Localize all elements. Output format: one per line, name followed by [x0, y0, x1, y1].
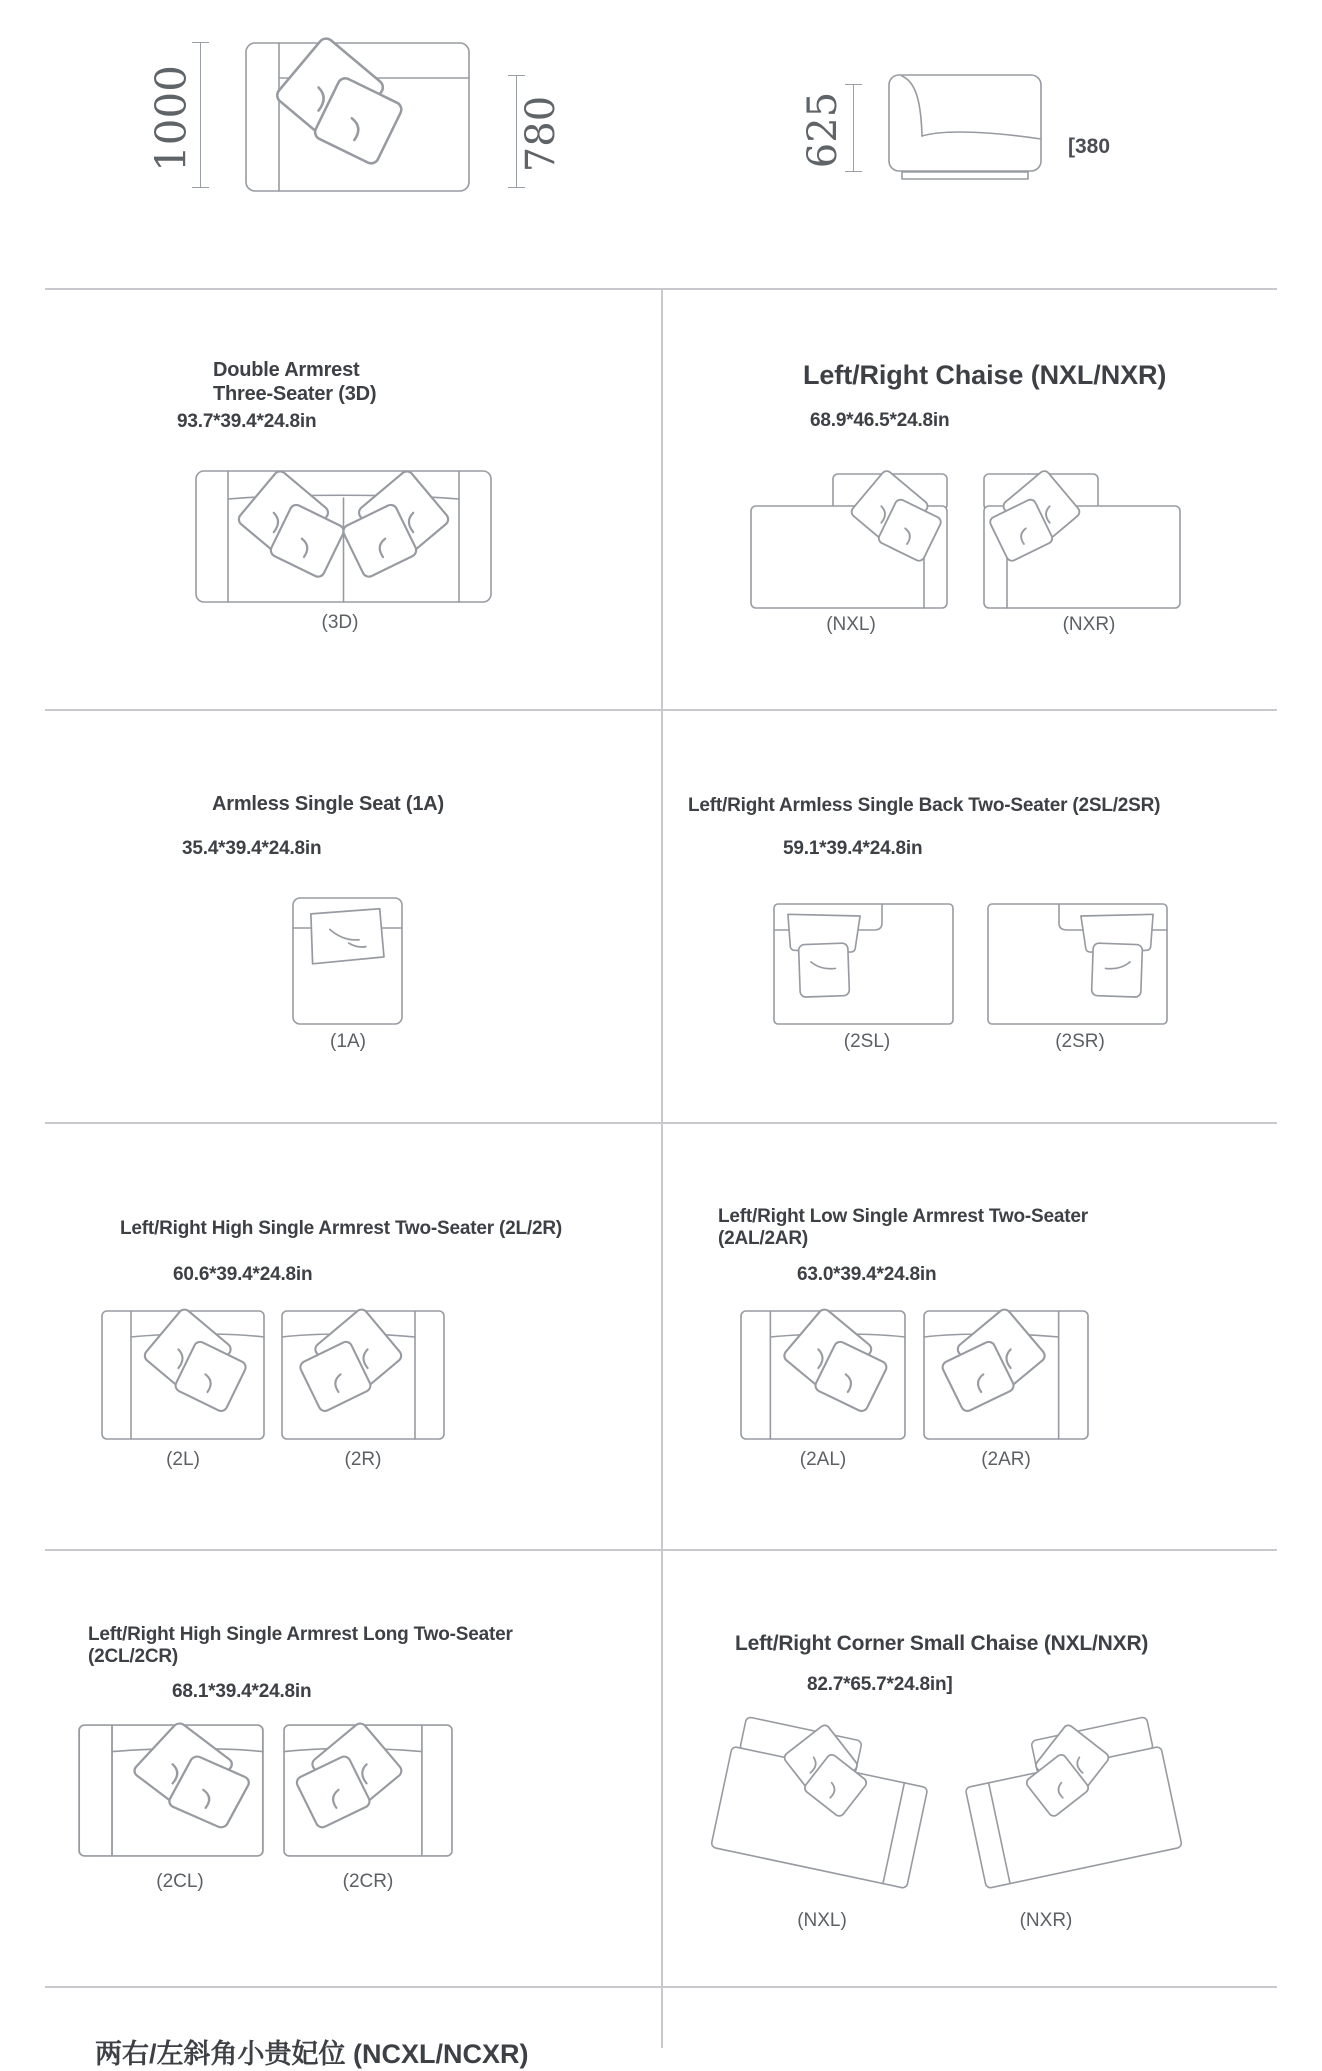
cell-nx-dimensions: 68.9*46.5*24.8in — [810, 410, 950, 431]
cell-1a-figure-label: (1A) — [330, 1031, 366, 1052]
sofa-2al-drawing — [740, 1310, 906, 1440]
cell-3d-figure-label: (3D) — [321, 612, 359, 633]
cell-2alr-figure-label-right: (2AR) — [981, 1449, 1031, 1470]
cell-corner-dimensions: 82.7*65.7*24.8in] — [807, 1674, 953, 1695]
plan-depth-dimension-line — [516, 75, 517, 188]
sofa-nxl-drawing — [750, 473, 948, 610]
side-depth-dimension-value: [380 — [1068, 135, 1111, 158]
cell-2clr-title-line2: (2CL/2CR) — [88, 1646, 179, 1668]
partial-row-title: 两右/左斜角小贵妃位 (NCXL/NCXR) — [95, 2039, 529, 2069]
cell-2lr-figure-label-left: (2L) — [166, 1449, 200, 1470]
cell-2clr-figure-label-left: (2CL) — [156, 1871, 204, 1892]
cell-3d-title — [213, 359, 376, 406]
sofa-2cl-drawing — [78, 1724, 264, 1857]
cell-nx-figure-label-right: (NXR) — [1062, 614, 1116, 635]
cell-2lr-dimensions: 60.6*39.4*24.8in — [173, 1264, 313, 1285]
sofa-2sl-drawing — [773, 903, 954, 1025]
cell-3d-dimensions: 93.7*39.4*24.8in — [177, 411, 317, 432]
sofa-corner-nxl-drawing — [713, 1712, 935, 1908]
sofa-2sr-drawing — [987, 903, 1168, 1025]
cell-2lr-figure-label-right: (2R) — [344, 1449, 382, 1470]
cell-nx-title: Left/Right Chaise (NXL/NXR) — [803, 360, 1167, 390]
cell-1a-dimensions: 35.4*39.4*24.8in — [182, 838, 322, 859]
cell-corner-figure-label-left: (NXL) — [797, 1910, 847, 1931]
cell-2alr-title-line1: Left/Right Low Single Armrest Two-Seater — [718, 1206, 1088, 1227]
cell-2clr-title-line1: Left/Right High Single Armrest Long Two-Seater — [88, 1624, 513, 1645]
cell-2alr-figure-label-left: (2AL) — [799, 1449, 847, 1470]
cell-2lr-title: Left/Right High Single Armrest Two-Seater (2L/2R) — [120, 1218, 563, 1239]
sofa-2ar-drawing — [923, 1310, 1089, 1440]
cell-2s-dimensions: 59.1*39.4*24.8in — [783, 838, 923, 859]
cell-2s-title: Left/Right Armless Single Back Two-Seater (2SL/2SR) — [688, 795, 1161, 816]
cell-2alr-dimensions: 63.0*39.4*24.8in — [797, 1264, 937, 1285]
cell-corner-figure-label-right: (NXR) — [1019, 1910, 1073, 1931]
cell-3d-title-line1: Double Armrest — [213, 359, 360, 381]
cell-corner-title: Left/Right Corner Small Chaise (NXL/NXR) — [735, 1632, 1149, 1655]
sofa-2l-drawing — [101, 1310, 265, 1440]
plan-depth-dimension-value: 780 — [518, 95, 564, 173]
sofa-2cr-drawing — [283, 1724, 453, 1857]
cell-1a-title: Armless Single Seat (1A) — [212, 793, 444, 815]
sofa-module-side-view-drawing — [888, 74, 1048, 186]
grid-line-vertical-center — [661, 288, 663, 2048]
cell-2alr-title-line2: (2AL/2AR) — [718, 1228, 809, 1250]
sofa-1a-drawing — [292, 897, 403, 1025]
plan-height-dimension-value: 1000 — [146, 65, 196, 172]
sofa-3d-drawing — [195, 470, 492, 603]
cell-2alr-title — [718, 1206, 1088, 1251]
cell-2clr-title — [88, 1624, 513, 1669]
cell-2clr-dimensions: 68.1*39.4*24.8in — [172, 1681, 312, 1702]
cell-2s-figure-label-right: (2SR) — [1055, 1031, 1105, 1052]
side-height-dimension-line — [853, 84, 854, 172]
sofa-corner-nxr-drawing — [958, 1712, 1180, 1908]
cell-3d-title-line2: Three-Seater (3D) — [213, 382, 377, 405]
sofa-nxr-drawing — [983, 473, 1181, 610]
sofa-module-top-view-drawing — [245, 42, 470, 192]
cell-2s-figure-label-left: (2SL) — [843, 1031, 891, 1052]
cell-2clr-figure-label-right: (2CR) — [342, 1871, 394, 1892]
sofa-2r-drawing — [281, 1310, 445, 1440]
plan-height-dimension-line — [200, 42, 201, 188]
cell-nx-figure-label-left: (NXL) — [826, 614, 876, 635]
side-height-dimension-value: 625 — [800, 91, 846, 169]
